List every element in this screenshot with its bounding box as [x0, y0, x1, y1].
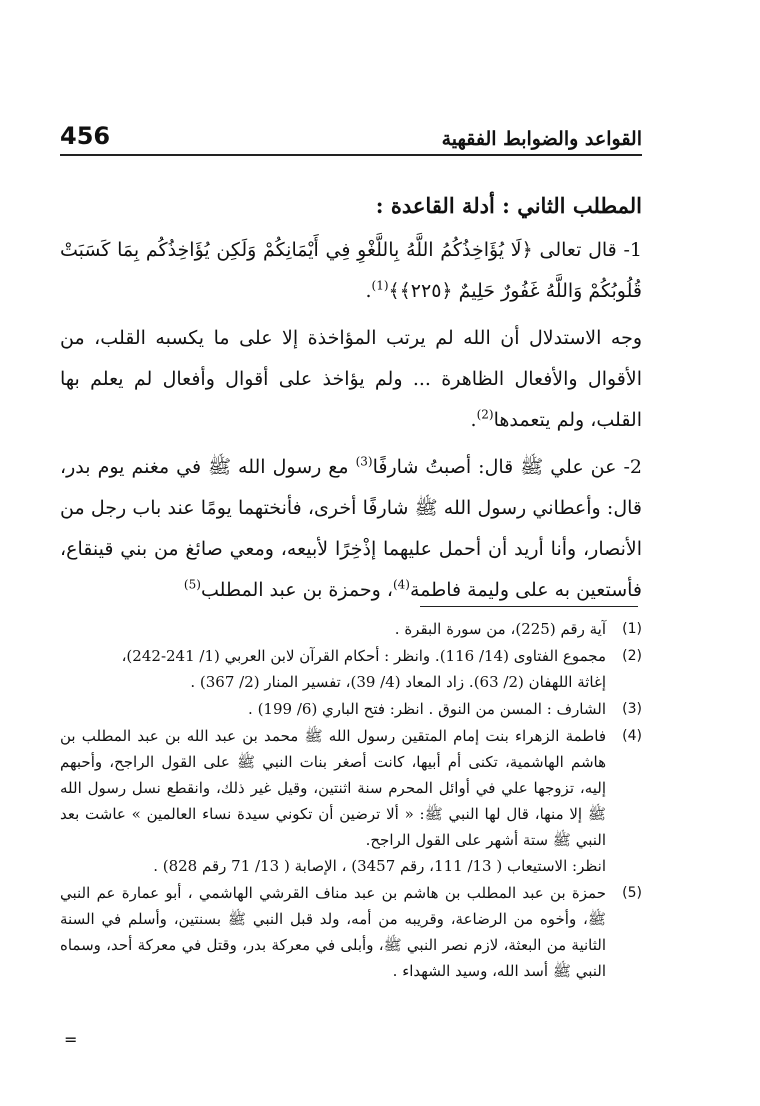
- section-title: المطلب الثاني : أدلة القاعدة :: [375, 193, 642, 218]
- footnote-number: (4): [622, 728, 642, 744]
- footnote-number: (1): [622, 621, 642, 637]
- footnote-number: (5): [622, 885, 642, 901]
- main-text: [60, 185, 642, 617]
- footnote-separator: [420, 606, 638, 607]
- footnote-item: [60, 616, 642, 642]
- footnote-line: الشارف : المسن من النوق . انظر: فتح الباري (6/ 199) .: [248, 700, 606, 718]
- footnote-line: إغاثة اللهفان (2/ 63). زاد المعاد (4/ 39)، تفسير المنار (2/ 367) .: [190, 673, 606, 691]
- page-number: 456: [60, 122, 111, 150]
- footnote-number: (2): [622, 648, 642, 664]
- footnote-item: [60, 723, 642, 879]
- para-text: .: [365, 280, 372, 302]
- para-text: 1- قال تعالى: [532, 239, 642, 261]
- paragraph-3: [60, 447, 642, 611]
- footnote-item: [60, 696, 642, 722]
- footnote-ref: (2): [476, 407, 494, 422]
- footnote-line: آية رقم (225)، من سورة البقرة .: [394, 620, 606, 638]
- para-text: وجه الاستدلال أن الله لم يرتب المؤاخذة إلا على ما يكسبه القلب، من الأقوال والأفعال الظاهرة ... ولم يؤاخذ على أقوال وأفعال لم يعلم بها القلب، ولم يتعمدها: [60, 327, 642, 431]
- paragraph-1: [60, 230, 642, 312]
- footnote-ref: (3): [355, 454, 373, 469]
- quran-verse: ﴿لَا يُؤَاخِذُكُمُ اللَّهُ بِاللَّغْوِ فِي أَيْمَانِكُمْ وَلَكِن يُؤَاخِذُكُم بِمَا كَسَبَتْ قُلُوبُكُمْ وَاللَّهُ غَفُورٌ حَلِيمٌ ﴿٢٢٥﴾﴾: [60, 239, 642, 302]
- para-text: مع رسول الله ﷺ في مغنم يوم بدر، قال: وأعطاني رسول الله ﷺ شارفًا أخرى، فأنختهما يومًا عند باب رجل من الأنصار، وأنا أريد أن أحمل عليهما إذْخِرًا لأبيعه، ومعي صائغ من بني قينقاع، فأستعين به على وليمة فاطمة: [60, 456, 642, 601]
- footnote-item: [60, 643, 642, 695]
- para-text: .: [470, 409, 477, 431]
- page-header: [60, 108, 642, 156]
- footnotes: [60, 616, 642, 985]
- footnote-item: [60, 880, 642, 984]
- paragraph-2: [60, 318, 642, 441]
- footnote-line: حمزة بن عبد المطلب بن هاشم بن عبد مناف القرشي الهاشمي ، أبو عمارة عم النبي ﷺ، وأخوه من الرضاعة، وقريبه من أمه، ولد قبل النبي ﷺ بسنتين، وأسلم في السنة الثانية من البعثة، لازم نصر النبي ﷺ، وأبلى في معركة بدر، وقتل في معركة أحد، وسماه النبي ﷺ أسد الله، وسيد الشهداء .: [60, 884, 606, 980]
- footnote-number: (3): [622, 701, 642, 717]
- running-title: القواعد والضوابط الفقهية: [441, 128, 642, 150]
- para-text: 2- عن علي ﷺ قال: أصبتُ شارفًا: [372, 456, 642, 478]
- footnote-ref: (4): [392, 577, 410, 592]
- continuation-mark: =: [64, 1030, 78, 1049]
- para-text: ، وحمزة بن عبد المطلب: [200, 579, 393, 601]
- footnote-line: فاطمة الزهراء بنت إمام المتقين رسول الله ﷺ محمد بن عبد الله بن عبد المطلب بن هاشم الهاشمية، تكنى أم أبيها، كانت أصغر بنات النبي ﷺ على القول الراجح، وأحبهم إليه، تزوجها علي في أوائل المحرم سنة اثنتين، وقيل غير ذلك، وانقطع نسل رسول الله ﷺ إلا منها، قال لها النبي ﷺ: « ألا ترضين أن تكوني سيدة نساء العالمين » عاشت بعد النبي ﷺ ستة أشهر على القول الراجح.: [60, 727, 606, 849]
- footnote-line: مجموع الفتاوى (14/ 116). وانظر : أحكام القرآن لابن العربي (1/ 241-242)،: [121, 647, 606, 665]
- footnote-ref: (5): [183, 577, 201, 592]
- footnote-line: انظر: الاستيعاب ( 13/ 111، رقم 3457) ، الإصابة ( 13/ 71 رقم 828) .: [153, 857, 606, 875]
- footnote-ref: (1): [371, 278, 389, 293]
